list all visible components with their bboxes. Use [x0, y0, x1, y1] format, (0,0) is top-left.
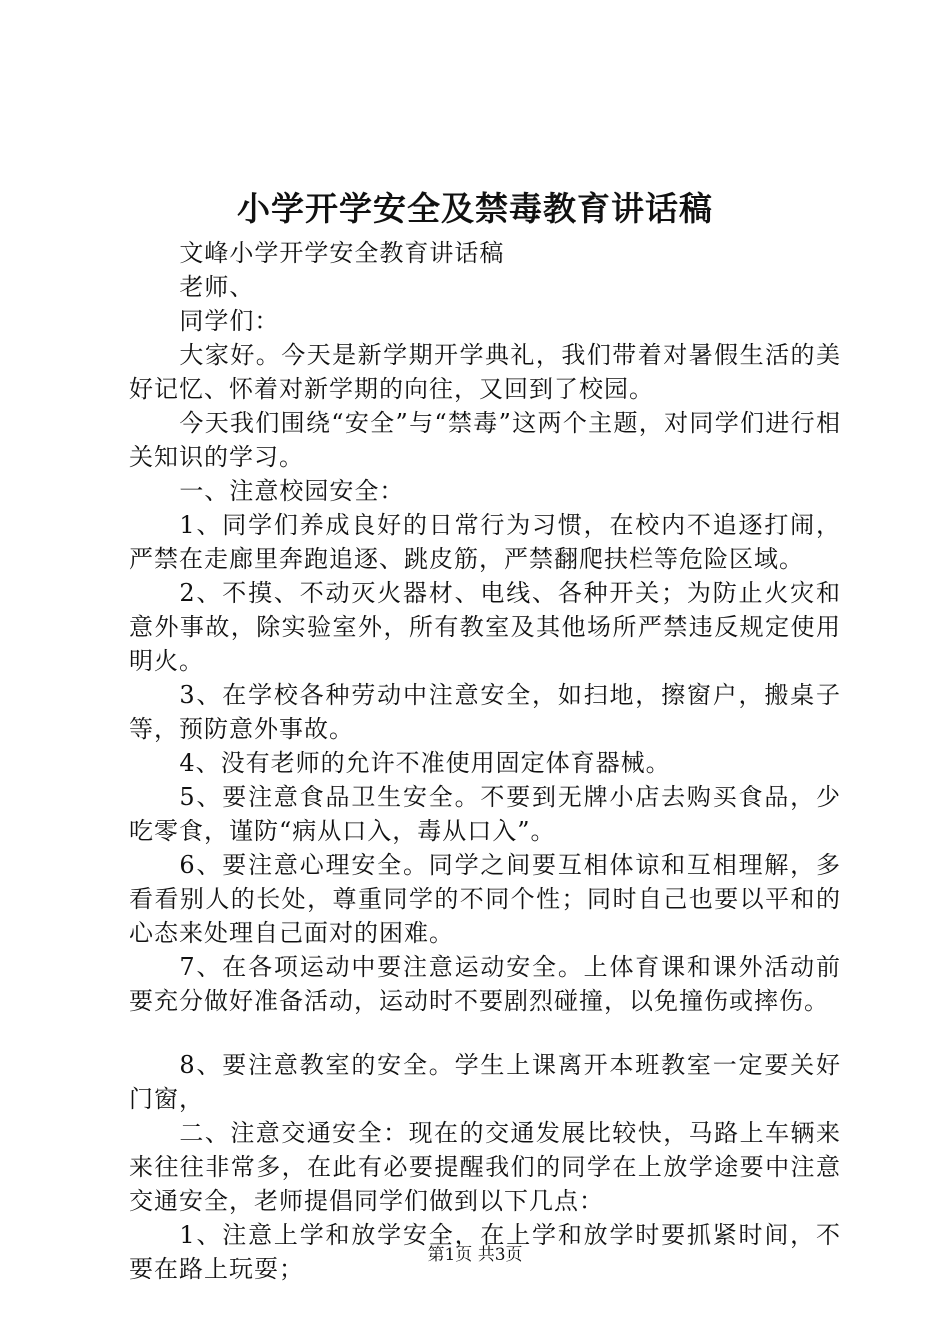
paragraph-item-8: 8、要注意教室的安全。学生上课离开本班教室一定要关好门窗， — [129, 1051, 841, 1113]
paragraph-salutation-students: 同学们： — [179, 307, 280, 335]
page-indicator: 第1页 共3页 — [427, 1245, 523, 1265]
paragraph-salutation-teachers: 老师、 — [179, 273, 255, 301]
paragraph-item-6: 6、要注意心理安全。同学之间要互相体谅和互相理解，多看看别人的长处，尊重同学的不同个性；同时自己也要以平和的心态来处理自己面对的困难。 — [129, 851, 841, 947]
paragraph-item-4: 4、没有老师的允许不准使用固定体育器械。 — [179, 749, 671, 777]
paragraph-item-5: 5、要注意食品卫生安全。不要到无牌小店去购买食品，少吃零食，谨防“病从口入，毒从口入”。 — [129, 783, 841, 845]
paragraph-item-3: 3、在学校各种劳动中注意安全，如扫地，擦窗户，搬桌子等，预防意外事故。 — [129, 681, 841, 743]
paragraph-topic: 今天我们围绕“安全”与“禁毒”这两个主题，对同学们进行相关知识的学习。 — [129, 409, 841, 471]
paragraph-item-7: 7、在各项运动中要注意运动安全。上体育课和课外活动前要充分做好准备活动，运动时不要剧烈碰撞，以免撞伤或摔伤。 — [129, 953, 841, 1015]
paragraph-greeting: 大家好。今天是新学期开学典礼，我们带着对暑假生活的美好记忆、怀着对新学期的向往，又回到了校园。 — [129, 341, 841, 403]
paragraph-item-1: 1、同学们养成良好的日常行为习惯，在校内不追逐打闹，严禁在走廊里奔跑追逐、跳皮筋，严禁翻爬扶栏等危险区域。 — [129, 511, 841, 573]
section-heading-campus-safety: 一、注意校园安全： — [179, 477, 405, 505]
paragraph-item-2: 2、不摸、不动灭火器材、电线、各种开关；为防止火灾和意外事故，除实验室外，所有教室及其他场所严禁违反规定使用明火。 — [129, 579, 841, 675]
section-heading-traffic-safety: 二、注意交通安全：现在的交通发展比较快，马路上车辆来来往往非常多，在此有必要提醒我们的同学在上放学途要中注意交通安全，老师提倡同学们做到以下几点： — [129, 1119, 841, 1215]
document-body — [129, 236, 841, 1286]
paragraph-subtitle: 文峰小学开学安全教育讲话稿 — [179, 239, 505, 267]
paragraph-traffic-item-1: 1、注意上学和放学安全，在上学和放学时要抓紧时间，不要在路上玩耍； — [129, 1221, 841, 1283]
document-title: 小学开学安全及禁毒教育讲话稿 — [237, 189, 713, 228]
